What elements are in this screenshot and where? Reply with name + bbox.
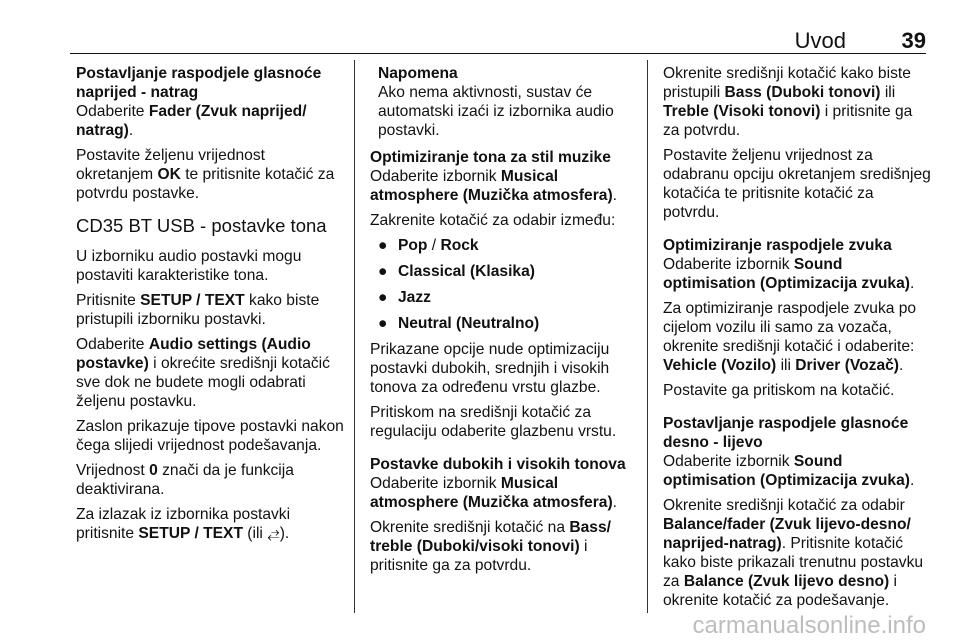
text: i pritisnite ga za potvrdu.: [663, 103, 913, 139]
note-box: [378, 64, 638, 140]
text: . Pritisnite kotačić kako biste prikazali trenutnu postavku za: [663, 535, 924, 590]
text: Okrenite središnji kotačić za odabir: [663, 497, 905, 514]
column-divider-1: [354, 60, 355, 613]
paragraph: [370, 167, 638, 205]
paragraph: [663, 496, 931, 610]
menu-term: Treble (Visoki tonovi): [663, 103, 821, 120]
text: Okrenite središnji kotačić kako biste pristupili: [663, 65, 911, 101]
section-heading-tone: CD35 BT USB - postavke tona: [76, 215, 327, 236]
text: Odaberite izbornik: [370, 168, 501, 185]
text: ili: [880, 84, 896, 101]
paragraph: Postavite željenu vrijednost za odabranu opciju okretanjem središnjeg kotačića te pritisnite kotačić za potvrdu.: [663, 147, 931, 221]
section-title-balance: Postavljanje raspodjele glasnoće desno - lijevo: [663, 415, 909, 451]
paragraph: [663, 299, 931, 375]
menu-term: Driver (Vozač): [795, 357, 900, 374]
option-label: Classical (Klasika): [398, 263, 535, 280]
text: i okrećite središnji kotačić sve dok ne budete mogli odabrati željenu postavku.: [76, 355, 330, 410]
paragraph: [76, 505, 344, 543]
menu-term: Audio settings (Audio postavke): [76, 336, 311, 372]
text: (ili: [242, 525, 268, 542]
text: i okrenite kotačić za podešavanje.: [663, 573, 897, 609]
paragraph: [370, 474, 638, 512]
section-title-sound-distribution: Optimiziranje raspodjele zvuka: [663, 237, 892, 254]
bullet-icon: ●: [378, 315, 388, 332]
menu-term: SETUP / TEXT: [140, 292, 245, 309]
menu-term: Bass/ treble (Duboki/visoki tonovi): [370, 519, 611, 555]
text: Za izlazak iz izbornika postavki pritisnite: [76, 506, 291, 542]
paragraph: [76, 461, 344, 499]
paragraph: [370, 518, 638, 575]
header-title: Uvod: [794, 28, 846, 53]
menu-term: Bass (Duboki tonovi): [724, 84, 881, 101]
paragraph: [76, 146, 344, 203]
back-icon: ⥄: [267, 525, 280, 542]
note-text: Ako nema aktivnosti, sustav će automatski izaći iz izbornika audio postavki.: [378, 84, 614, 139]
column-3: [663, 64, 931, 616]
menu-term: SETUP / TEXT: [138, 525, 243, 542]
paragraph: [663, 452, 931, 490]
list-item: [370, 314, 638, 333]
text: Odaberite izbornik: [663, 453, 794, 470]
list-item: [370, 236, 638, 255]
option-label: Pop: [398, 237, 428, 254]
column-1: [76, 64, 344, 549]
column-divider-2: [647, 60, 648, 613]
option-label: Jazz: [398, 289, 431, 306]
text: .: [909, 472, 915, 489]
list-item: [370, 288, 638, 307]
page-header: [70, 26, 926, 56]
paragraph: Prikazane opcije nude optimizaciju postavki dubokih, srednjih i visokih tonova za određenu vrstu glazbe.: [370, 341, 610, 396]
bullet-icon: ●: [378, 263, 388, 280]
section-title-music-style: Optimiziranje tona za stil muzike: [370, 149, 611, 166]
section-title-bass-treble: Postavke dubokih i visokih tonova: [370, 456, 626, 473]
text: Odaberite izbornik: [663, 256, 794, 273]
text: ).: [279, 525, 290, 542]
option-label: Rock: [440, 237, 479, 254]
note-title: Napomena: [378, 65, 458, 82]
text: kako biste pristupili izborniku postavki.: [76, 292, 320, 328]
paragraph: [76, 335, 344, 411]
text: Pritisnite: [76, 292, 141, 309]
text: Odaberite izbornik: [370, 475, 501, 492]
bullet-icon: ●: [378, 289, 388, 306]
paragraph: U izborniku audio postavki mogu postaviti karakteristike tona.: [76, 248, 302, 284]
list-item: [370, 262, 638, 281]
watermark: carmanualsonline.info: [692, 612, 926, 639]
text: Okrenite središnji kotačić na: [370, 519, 570, 536]
header-rule: [70, 53, 926, 54]
menu-term: Musical atmosphere (Muzička atmosfera): [370, 475, 613, 511]
text: .: [909, 275, 915, 292]
paragraph: Postavite ga pritiskom na kotačić.: [663, 382, 895, 399]
text: .: [899, 357, 904, 374]
text: Odaberite: [76, 336, 149, 353]
section-title-fader: Postavljanje raspodjele glasnoće naprijed - natrag: [76, 65, 322, 101]
text: ili: [776, 357, 796, 374]
menu-term: Balance/fader (Zvuk lijevo-desno/ naprijed-natrag): [663, 516, 911, 552]
paragraph: [76, 102, 344, 140]
paragraph: [663, 64, 931, 140]
paragraph: Pritiskom na središnji kotačić za regulaciju odaberite glazbenu vrstu.: [370, 404, 617, 440]
menu-term: Musical atmosphere (Muzička atmosfera): [370, 168, 613, 204]
text: Vrijednost: [76, 462, 150, 479]
paragraph: [663, 255, 931, 293]
text: .: [612, 187, 617, 204]
music-style-list: [370, 236, 638, 333]
bullet-icon: ●: [378, 237, 388, 254]
menu-term: Fader (Zvuk naprijed/ natrag): [76, 103, 307, 139]
text: i pritisnite ga za potvrdu.: [370, 538, 588, 574]
menu-term: Vehicle (Vozilo): [663, 357, 777, 374]
option-label: Neutral (Neutralno): [398, 315, 540, 332]
menu-term: Sound optimisation (Optimizacija zvuka): [663, 453, 910, 489]
paragraph: [76, 291, 344, 329]
menu-term: Balance (Zvuk lijevo desno): [683, 573, 890, 590]
separator: /: [427, 237, 441, 254]
menu-term: OK: [157, 166, 181, 183]
text: Postavite željenu vrijednost okretanjem: [76, 147, 265, 183]
paragraph: Zaslon prikazuje tipove postavki nakon čega slijedi vrijednost podešavanja.: [76, 418, 344, 454]
text: znači da je funkcija deaktivirana.: [76, 462, 294, 498]
page-number: 39: [901, 28, 926, 53]
column-2: [370, 64, 638, 581]
paragraph: Zakrenite kotačić za odabir između:: [370, 212, 616, 229]
text: Za optimiziranje raspodjele zvuka po cijelom vozilu ili samo za vozača, okrenite središnji kotačić i odaberite:: [663, 300, 917, 355]
menu-term: Sound optimisation (Optimizacija zvuka): [663, 256, 910, 292]
text: .: [128, 122, 134, 139]
text: Odaberite: [76, 103, 149, 120]
menu-term: 0: [149, 462, 158, 479]
text: .: [612, 494, 617, 511]
text: te pritisnite kotačić za potvrdu postavke.: [76, 166, 335, 202]
